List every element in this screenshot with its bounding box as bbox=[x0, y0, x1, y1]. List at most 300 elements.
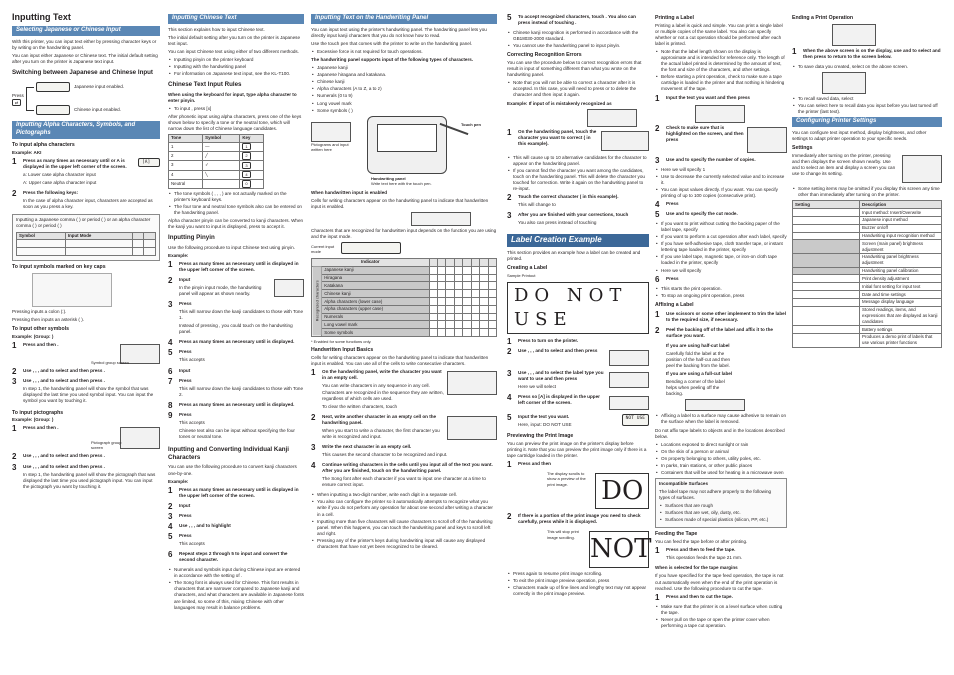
table-header: Symbol bbox=[17, 232, 66, 240]
table-row bbox=[793, 232, 942, 240]
step-text: Repeat steps 2 through 5 to input and convert the second character. bbox=[179, 551, 288, 563]
list-item: • Alpha characters (A to Z, a to z) bbox=[311, 86, 497, 92]
list-item: • You can input values directly. If you want. You can specify printing of up to 100 copies (consecutive print). bbox=[655, 187, 787, 199]
key-icon: 4 bbox=[242, 171, 250, 178]
table-row bbox=[312, 313, 497, 321]
screen-a: [A] bbox=[138, 158, 160, 167]
step-2: 2 Next, write another character in an empty cell on the handwriting panel. When you start to write a character, the first character you write is recognized and input. bbox=[311, 414, 497, 442]
preview-notes bbox=[507, 571, 649, 597]
step-8: 8 Press as many times as necessary until is displayed. bbox=[168, 402, 304, 410]
step-text: Press bbox=[179, 349, 192, 355]
subheading-alpha: To input alpha characters bbox=[12, 142, 75, 149]
table-row bbox=[793, 333, 942, 347]
step-text: Press as many times as necessary until or A is displayed in the upper left corner of the screen. bbox=[23, 157, 127, 170]
print-screen bbox=[695, 105, 745, 123]
handwriting-notes bbox=[311, 492, 497, 550]
table-row bbox=[793, 253, 942, 267]
table-cell: Date and time settings bbox=[860, 291, 942, 299]
step-note: When you start to write a character, the first character you write is recognized and input. bbox=[322, 427, 440, 439]
table-cell: Some symbols bbox=[322, 329, 429, 337]
list-item: • Inputting more than five characters will cause characters to scroll off of the handwriting panel. When this happens, you can touch the handwriting panel and keys to scroll left and right. bbox=[311, 519, 497, 537]
handwriting-panel bbox=[377, 124, 437, 152]
table-cell: 1 bbox=[169, 142, 203, 151]
step-text: Press and then to cut the tape. bbox=[666, 593, 733, 599]
paragraph: The initial default setting after you turn on the printer is Japanese text input. bbox=[168, 34, 301, 47]
table-cell: 4 bbox=[169, 170, 203, 179]
paragraph: The handwriting panel supports input of the following types of characters. bbox=[311, 57, 474, 63]
example-aki: Example: AKI bbox=[12, 149, 42, 155]
table-cell: Print density adjustment bbox=[860, 275, 942, 283]
list-item: • To save data you created, select on the above screen. bbox=[792, 64, 942, 70]
step-1: 1 Press and then . Pictograph group screen bbox=[12, 425, 160, 451]
column-3 bbox=[311, 12, 497, 552]
table-row bbox=[793, 240, 942, 254]
step-note: Instead of pressing , you could touch on the handwriting panel. bbox=[179, 323, 293, 335]
list-item: • This starts the print operation. bbox=[655, 286, 787, 292]
note-box-comma bbox=[12, 214, 160, 261]
table-cell: Handwriting input recognition method bbox=[860, 232, 942, 240]
ill-caption: Pictograph group screen bbox=[91, 439, 122, 451]
step-4: 4 Press as many times as necessary until is displayed. bbox=[168, 339, 304, 347]
confirm-screen bbox=[747, 127, 787, 153]
step-3: 3 Use , , , and to select and then press . In step 1, the handwriting panel will show the pictograph that was displayed the last time you used pictograph input. You can input the pictograph you want by touching it. bbox=[12, 464, 160, 492]
example-label: Example: bbox=[168, 252, 189, 258]
list-item: • Note that you will not be able to correct a character after it is accepted. In this case, you will need to press or to delete the character and then input it again. bbox=[507, 80, 649, 98]
end-notes bbox=[792, 64, 942, 70]
step-text: Press bbox=[179, 301, 192, 307]
step-2: 2 Input bbox=[168, 503, 304, 511]
preview-caption: The display scrolls to show a preview of the print image. bbox=[547, 471, 586, 487]
list-item: • Here we will specify bbox=[655, 268, 787, 274]
table-cell: Stored readings, items, and expressions that are displayed as kanji candidates bbox=[860, 306, 942, 325]
list-item: • You also can configure the printer so it automatically attempts to recognize what you write if you do not perform any operation for about one second after writing a character in a cell. bbox=[311, 499, 497, 517]
list-item: • You can select here to recall data you input before you last turned off the printer (last text). bbox=[792, 103, 942, 115]
paragraph: You can configure text input method, display brightness, and other settings to adapt printer operation to your specific needs. bbox=[792, 130, 927, 142]
mode-illustration bbox=[311, 242, 497, 256]
list-item: • Characters made up of fine lines and lengthy text may not appear correctly in the print image preview. bbox=[507, 585, 649, 597]
paragraph: When handwritten input is enabled bbox=[311, 189, 388, 195]
step-note: Here we will select bbox=[518, 383, 557, 389]
step-4: 4 Use , , , and to highlight bbox=[168, 523, 304, 531]
example-list bbox=[168, 106, 304, 112]
subheading-rules: Chinese Text Input Rules bbox=[168, 81, 242, 89]
step-text: Press as many times as necessary until is displayed in the upper left corner of the screen. bbox=[179, 486, 299, 498]
table-row bbox=[793, 275, 942, 283]
mark-note: Pressing inputs a colon (:). bbox=[12, 309, 67, 315]
step-2: 2 Use , , , and to select and then press . bbox=[12, 453, 160, 461]
label-type-screen bbox=[609, 372, 649, 388]
section-banner-settings: Configuring Printer Settings bbox=[792, 117, 942, 127]
table-cell: Initial font setting for input text bbox=[860, 283, 942, 291]
subheading-other: To input other symbols bbox=[12, 326, 69, 333]
step-4: 4 Press bbox=[655, 201, 787, 209]
table-cell: — bbox=[203, 142, 240, 151]
key-icon: 0 bbox=[242, 180, 250, 187]
cn-label: Chinese input enabled. bbox=[74, 107, 121, 113]
step-text: Press bbox=[179, 532, 192, 538]
list-item: • Locations exposed to direct sunlight or rain bbox=[655, 442, 787, 448]
step-1: 1 Input the text you want and then press bbox=[655, 95, 787, 103]
step-text: Press bbox=[179, 377, 192, 383]
paragraph: Use the following procedure to input Chinese text using pinyin. bbox=[168, 244, 295, 250]
list-item: • If you have self-adhesive tape, cloth transfer tape, or instant lettering tape loaded in the printer, specify bbox=[655, 241, 787, 253]
step-text: Press and then . bbox=[23, 342, 59, 348]
table-row bbox=[793, 224, 942, 232]
step-3: 3 Press bbox=[168, 513, 304, 521]
ill-caption: Handwriting panel bbox=[371, 175, 406, 181]
pictograph-screen bbox=[91, 427, 160, 451]
table-header: Key bbox=[240, 134, 264, 142]
paragraph: You can input text using the printer's handwriting panel. The handwriting panel lets you directly input kanji characters that you do not know how to read. bbox=[311, 26, 487, 38]
table-cell: Numerals bbox=[322, 313, 429, 321]
subheading-affix: Affixing a Label bbox=[655, 301, 694, 308]
step-1: 1 Use scissors or some other implement to trim the label to the required size, if necessary. bbox=[655, 309, 786, 322]
paragraph: Cells for writing characters appear on the handwriting panel to indicate that handwritten input is enabled. bbox=[311, 197, 489, 209]
jp-label: Japanese input enabled. bbox=[74, 84, 125, 90]
table-row bbox=[793, 216, 942, 224]
printer-screen bbox=[311, 122, 351, 142]
paragraph: Printing a label is quick and simple. You can print a single label or multiple copies of the same label. You also can specify whether or not a cut operation should be performed after each label is printed. bbox=[655, 22, 783, 47]
list-item: • Press again to resume print image scrolling. bbox=[507, 571, 649, 577]
example-label: Example: bbox=[168, 478, 189, 484]
step-note: This will change to bbox=[518, 202, 556, 208]
list-item: • Surfaces made of special plastics (silicon, PP, etc.) bbox=[659, 517, 783, 523]
section-banner-input-select: Selecting Japanese or Chinese Input bbox=[12, 26, 160, 36]
step-text: After you are finished with your corrections, touch bbox=[518, 212, 629, 218]
table-side: Recognized characters bbox=[312, 266, 322, 336]
subheading-correct: Correcting Recognition Errors bbox=[507, 52, 582, 59]
step-text: Use and to specify the number of copies. bbox=[666, 156, 756, 162]
list-item: • Excessive force is not required for touch operations. bbox=[311, 49, 497, 55]
preview-row bbox=[507, 471, 649, 511]
kanji-notes bbox=[168, 567, 304, 610]
paragraph: Alpha character pinyin can be converted to kanji characters. When the kanji you want to input is displayed, press to accept it. bbox=[168, 218, 304, 230]
paragraph: If you have specified for the tape feed operation, the tape is not cut automatically even when the end of the print operation is reached. Use the following procedure to cut the tape. bbox=[655, 573, 784, 591]
step-text: On the handwriting panel, write the character you want in an empty cell. bbox=[322, 369, 442, 381]
step-2: 2 Touch the correct character ( in this example). This will change to bbox=[507, 194, 649, 210]
table-cell: Japanese input method bbox=[860, 216, 942, 224]
table-cell: Long vowel mark bbox=[322, 321, 429, 329]
key-icon: 2 bbox=[242, 152, 250, 159]
list-item: • Japanese kanji bbox=[311, 65, 497, 71]
list-item: • For information on Japanese text input, see the KL-T100. bbox=[168, 71, 304, 77]
paragraph: You can preview the print image on the printer's display before printing it. Note that you can preview the print image only if there is a tape cartridge loaded in the printer. bbox=[507, 440, 647, 458]
keycap-illustration bbox=[32, 273, 112, 307]
start-notes bbox=[655, 286, 787, 299]
paragraph: With this printer, you can input text either by pressing character keys or by writing on the handwriting panel. bbox=[12, 38, 157, 50]
paragraph: You can feed the tape before or after printing. bbox=[655, 539, 748, 545]
step-text: Press bbox=[666, 200, 679, 206]
example-group: Example: (Group: ) bbox=[12, 334, 54, 340]
list-item: • If you want to print without cutting the backing paper of the label tape, specify bbox=[655, 221, 787, 233]
ill-caption: Touch pen bbox=[461, 121, 481, 127]
cut-safety-notes bbox=[655, 604, 787, 629]
step-3: 3 Write the next character in an empty cell. This causes the second character to be recognized and input. bbox=[311, 444, 497, 460]
step-text: Press so [A] is displayed in the upper left corner of the screen. bbox=[518, 393, 600, 405]
lang-key: ⇄ bbox=[12, 99, 21, 106]
section-banner-label: Label Creation Example bbox=[507, 234, 649, 247]
step-5: 5 Press This accepts bbox=[168, 349, 304, 365]
subheading-feed: Feeding the Tape bbox=[655, 531, 698, 538]
table-cell: Input method: Insert/Overwrite bbox=[860, 209, 942, 217]
step-text: Press as many times as necessary until is displayed. bbox=[179, 401, 295, 407]
example-label: Example: If input of is mistakenly recognized as bbox=[507, 100, 612, 106]
column-1 bbox=[12, 12, 160, 494]
subheading-basics: Handwritten Input Basics bbox=[311, 347, 374, 354]
table-cell: Japanese kanji bbox=[322, 266, 429, 274]
step-3: 3 Use , , , and to select and then press . In step 1, the handwriting panel will show the symbol that was displayed the last time you used symbol input. You can input the symbol you want by touching it. bbox=[12, 378, 160, 406]
step-text: Press the following keys: bbox=[23, 190, 79, 196]
tone-notes bbox=[168, 191, 304, 216]
step-note: You also can press instead of touching bbox=[518, 220, 597, 226]
ill-caption: Write text here with the touch pen. bbox=[371, 180, 432, 186]
table-footnote: * Enabled for some functions only. bbox=[311, 339, 372, 345]
step-text: Press and then . bbox=[23, 425, 59, 431]
step-1: 1 Press and then . Symbol group screen bbox=[12, 342, 160, 366]
box-title: Incompatible Surfaces bbox=[659, 480, 709, 486]
step-text: Use , , , and to select the label type you want to use and then press bbox=[518, 369, 604, 381]
step-text: Press and then to feed the tape. bbox=[666, 547, 736, 553]
table-row bbox=[793, 326, 942, 334]
table-header: Tone bbox=[169, 134, 203, 142]
step-text: On the handwriting panel, touch the character you want to correct ( in this example). bbox=[518, 128, 597, 146]
settings-notes bbox=[792, 186, 942, 198]
step-text: Press to turn on the printer. bbox=[518, 337, 579, 343]
home-screen bbox=[822, 72, 866, 94]
list-item: • Affixing a label to a surface may cause adhesive to remain on the surface when the label is removed. bbox=[655, 413, 787, 425]
step-text: Use and to specify the cut mode. bbox=[666, 211, 738, 217]
paragraph: This section provides an example how a label can be created and printed. bbox=[507, 249, 641, 261]
table-header: Indicator bbox=[312, 258, 430, 266]
step-text: When the above screen is on the display, use and to select and then press to return to the screen below. bbox=[803, 47, 941, 59]
list-item: • Before starting a print operation, check to make sure a tape cartridge is loaded in the printer and that nothing is hindering movement of the tape. bbox=[655, 74, 787, 92]
step-text: Use , , , and to select and then press bbox=[518, 347, 598, 353]
list-item: • The tone symbols ( , , , ) are not actually marked on the printer's keyboard keys. bbox=[168, 191, 304, 203]
table-cell: Alpha characters (upper case) bbox=[322, 305, 429, 313]
list-item: • Long vowel mark bbox=[311, 101, 497, 107]
recognition-table bbox=[311, 258, 497, 337]
step-5: 5 Press This accepts bbox=[168, 533, 304, 549]
panel-cells-illustration bbox=[411, 212, 471, 226]
table-row bbox=[312, 329, 497, 337]
table-cell bbox=[203, 179, 240, 188]
method-list bbox=[168, 57, 304, 77]
list-item: • Chinese kanji bbox=[311, 79, 497, 85]
step-1: 1 On the handwriting panel, write the character you want in an empty cell. You can write characters in any sequence in any cell. Characters are recognized in the sequence they are written, regardless of which cells are used. To clear the written characters, touch bbox=[311, 369, 497, 411]
step-text: Press bbox=[666, 275, 679, 281]
list-item: • If you want to perform a cut operation after each label, specify bbox=[655, 234, 787, 240]
step-notes bbox=[507, 155, 649, 192]
candidate-screen bbox=[601, 131, 649, 151]
table-row bbox=[312, 266, 497, 274]
paragraph: You can use the procedure below to correct recognition errors that result in input of something different than what you wrote on the handwriting panel. bbox=[507, 60, 642, 78]
column-2 bbox=[168, 12, 304, 613]
table-cell: Battery settings bbox=[860, 326, 942, 334]
page-title: Inputting Text bbox=[12, 12, 71, 22]
step-text: Peel the backing off of the label and affix it to the surface you want. bbox=[666, 326, 773, 338]
step-note: Chinese text also can be input without specifying the four tones or neutral tone. bbox=[179, 427, 295, 440]
table-header: Description bbox=[860, 201, 942, 209]
pinyin-panel bbox=[274, 279, 304, 297]
step-1: 1 Press as many times as necessary until is displayed in the upper left corner of the screen. bbox=[168, 261, 304, 275]
step-1: 1 Press as many times as necessary until is displayed in the upper left corner of the screen. bbox=[168, 487, 304, 501]
step-note: In the pinyin input mode, the handwriting panel will appear as shown nearby. bbox=[179, 284, 262, 296]
table-row bbox=[169, 142, 264, 151]
sample-caption: Sample Printout bbox=[507, 272, 536, 278]
preview-caption: This will stop print image scrolling. bbox=[547, 529, 579, 540]
step-2: 2 Use , , , and to select and then press bbox=[507, 348, 649, 368]
step-6: 6 Input bbox=[168, 368, 304, 376]
paragraph: Characters that are recognized for handwritten input depends on the function you are using and the input mode. bbox=[311, 227, 497, 239]
table-cell: 2 bbox=[169, 151, 203, 160]
table-row bbox=[793, 291, 942, 299]
table-cell: Produces a demo print of labels that use various printer functions bbox=[860, 333, 942, 347]
ill-caption: Pictograms and input written here bbox=[311, 141, 349, 152]
list-item: • Make sure that the printer is on a level surface when cutting the tape. bbox=[655, 604, 787, 616]
print-notes bbox=[655, 49, 787, 92]
step-text: Use , , , and to highlight bbox=[179, 522, 231, 528]
list-item: • Note that the label length shown on the display is approximate and is intended for reference only. The length of the actual label printed is determined by the amount of text, the font and size of the characters, and other settings. bbox=[655, 49, 787, 73]
paragraph: After phonetic input using alpha characters, press one of the keys shown below to specify a tone or the neutral tone, which will narrow down the list of Chinese language candidates. bbox=[168, 113, 302, 131]
list-item: • Never pull on the tape or open the printer cover when performing a tape cut operation. bbox=[655, 617, 787, 629]
force-note bbox=[311, 49, 497, 55]
step-4: 4 Continue writing characters in the cells until you input all of the text you want. After you are finished, touch on the handwriting panel. The Song font after each character if you want to input one character at a time to ensure correct input. bbox=[311, 462, 497, 490]
table-cell: Hiragana bbox=[322, 274, 429, 282]
preview-not: NOT bbox=[589, 531, 649, 567]
table-cell: Katakana bbox=[322, 282, 429, 290]
step-text: Use scissors or some other implement to trim the label to the required size, if necessary. bbox=[666, 310, 786, 322]
list-item: • The four tone and neutral tone symbols also can be entered on the handwriting panel. bbox=[168, 204, 304, 216]
step-text: Input the text you want. bbox=[518, 413, 570, 419]
table-row bbox=[312, 321, 497, 329]
column-4a bbox=[507, 12, 652, 599]
step-text: Input bbox=[179, 502, 191, 508]
paragraph: Cells for writing characters appear on the handwriting panel to indicate that handwritten input is enabled. You can use all of the cells to write consecutive characters. bbox=[311, 355, 489, 367]
step-text: Press as many times as necessary until is displayed in the upper left corner of the screen. bbox=[179, 260, 299, 272]
subheading-kanji: Inputting and Converting Individual Kanji Characters bbox=[168, 446, 289, 462]
list-item: • Numerals (0 to 9) bbox=[311, 93, 497, 99]
cells-screen bbox=[447, 416, 497, 440]
peel-illustration bbox=[685, 399, 745, 411]
list-item: • To input , press [x] bbox=[168, 106, 304, 112]
list-item: • Containers that will be used for heating in a microwave oven bbox=[655, 470, 787, 476]
subheading-print: Printing a Label bbox=[655, 15, 694, 21]
settings-screen bbox=[902, 155, 942, 183]
step-1: 1 Press as many times as necessary until or A is displayed in the upper left corner of the screen. a: Lower case alpha character input A: Upper case alpha character input [A] bbox=[12, 158, 160, 188]
step-9: 9 Press This accepts Chinese text also can be input without specifying the four tones or neutral tone. bbox=[168, 412, 304, 442]
section-banner-chinese: Inputting Chinese Text bbox=[168, 14, 304, 24]
mark-note: Pressing then inputs an asterisk ( ). bbox=[12, 317, 85, 323]
step-note: a: Lower case alpha character input bbox=[23, 172, 96, 178]
step-note: This accepts bbox=[179, 419, 205, 425]
symbol-screen bbox=[91, 344, 160, 365]
preview-row bbox=[507, 529, 652, 569]
step-6: 6 Repeat steps 2 through 5 to input and convert the second character. bbox=[168, 551, 304, 565]
step-note: The Song font after each character if you want to input one character at a time to ensure correct input. bbox=[322, 476, 486, 488]
table-row bbox=[793, 209, 942, 217]
step-text: Write the next character in an empty cell. bbox=[322, 443, 412, 449]
list-item: • When inputting a two-digit number, write each digit in a separate cell. bbox=[311, 492, 497, 498]
table-cell: ╲ bbox=[203, 170, 240, 179]
sample-printout: DO NOT USE bbox=[507, 282, 649, 334]
list-item: • Some setting items may be omitted if you display this screen any time other than immediately after turning on the printer. bbox=[792, 186, 942, 198]
paragraph: If you are using half-cut label bbox=[666, 342, 730, 348]
screen-jp bbox=[36, 82, 70, 92]
subheading-pinyin: Inputting Pinyin bbox=[168, 234, 215, 242]
paragraph: Carefully fold the label at the position of the half-cut and then peel the backing from the label. bbox=[666, 350, 731, 369]
key-icon: 3 bbox=[242, 162, 250, 169]
paragraph: Immediately after turning on the printer, pressing and then displays the screen shown nearby. Use and to select an item and display a screen you can use to change its setting. bbox=[792, 153, 896, 177]
step-text: Press and then bbox=[518, 460, 551, 466]
step-note: This causes the second character to be recognized and input. bbox=[322, 452, 448, 458]
table-cell: Chinese kanji bbox=[322, 290, 429, 298]
step-1: 1 Press and then to feed the tape. This operation feeds the tape 21 mm. bbox=[655, 547, 787, 563]
list-item: • Surfaces that are wet, oily, dusty, etc. bbox=[659, 510, 783, 516]
ill-caption: Current input mode bbox=[311, 243, 335, 255]
paragraph: When using the keyboard for input, type alpha character to enter pinyin. bbox=[168, 91, 297, 103]
list-item: • On the skin of a person or animal bbox=[655, 449, 787, 455]
subheading-end: Ending a Print Operation bbox=[792, 15, 854, 21]
step-text: Press bbox=[179, 411, 192, 417]
comma-table bbox=[16, 232, 156, 257]
table-cell: Alpha characters (lower case) bbox=[322, 298, 429, 306]
table-row bbox=[793, 283, 942, 291]
table-row bbox=[793, 298, 942, 306]
subheading-marks: To input symbols marked on key caps bbox=[12, 264, 106, 271]
list-item: • To stop an ongoing print operation, press bbox=[655, 293, 787, 299]
table-cell: Buzzer on/off bbox=[860, 224, 942, 232]
paragraph: If you are using a full-cut label bbox=[666, 371, 733, 377]
key-icon: 1 bbox=[242, 143, 250, 150]
list-item: • Inputting pinyin on the printer keyboard bbox=[168, 57, 304, 63]
example-picto: Example: (Group: ) bbox=[12, 417, 54, 423]
list-item: • You cannot use the handwriting panel to input pinyin. bbox=[507, 43, 649, 49]
step-text: Use , , , and to select and then press . bbox=[23, 378, 105, 384]
list-item: • Here we will specify 1 bbox=[655, 167, 787, 173]
menu-screen bbox=[609, 350, 649, 366]
step-note: This accepts bbox=[179, 541, 205, 547]
table-row bbox=[312, 282, 497, 290]
step-note: In the case of alpha character input, characters are accepted as soon as you press a key. bbox=[23, 198, 153, 210]
settings-table bbox=[792, 200, 942, 347]
table-row bbox=[169, 170, 264, 179]
list-item: • Chinese kanji recognition is performed in accordance with the GB18030-2000 standard. bbox=[507, 30, 649, 42]
list-item: • Some symbols ( ) bbox=[311, 108, 497, 114]
paragraph: When is selected for the tape margins bbox=[655, 565, 738, 571]
list-item: • Use to decrease the currently selected value and to increase it. bbox=[655, 174, 787, 186]
subheading-preview: Previewing the Print Image bbox=[507, 432, 574, 439]
list-item: • This will cause up to 10 alternative candidates for the character to appear on the handwriting panel. bbox=[507, 155, 649, 167]
step-6: 6 Press bbox=[655, 276, 787, 284]
paragraph: This section explains how to input Chinese text. bbox=[168, 26, 265, 32]
table-cell: Message display language bbox=[860, 298, 942, 306]
cells-screen bbox=[447, 371, 497, 395]
table-cell: Screen (main panel) brightness adjustment bbox=[860, 240, 942, 254]
step-2: 2 If there is a portion of the print image you need to check carefully, press while it is displayed. bbox=[507, 513, 649, 527]
subheading-settings: Settings bbox=[792, 145, 813, 152]
step-text: Continue writing characters in the cells until you input all of the text you want. After you are finished, touch on the handwriting panel. bbox=[322, 462, 493, 474]
table-row bbox=[312, 290, 497, 298]
paragraph: Use the touch pen that comes with the printer to write on the handwriting panel. bbox=[311, 41, 473, 47]
correct-notes bbox=[507, 80, 649, 98]
step-2: 2 Peel the backing off of the label and affix it to the surface you want. bbox=[655, 327, 787, 341]
step-7: 7 Press This will narrow down the kanji candidates to those with Tone 2. bbox=[168, 376, 304, 397]
box-text: The label tape may not adhere properly to the following types of surfaces. bbox=[659, 489, 772, 501]
step-1: 1 When the above screen is on the display, use and to select and then press to return to the screen below. bbox=[792, 46, 941, 59]
list-item: • The Song font is always used for Chinese. This font results in characters that are narrower compared to Japanese kanji and characters, and what characters are available in Japanese fonts are limited, so some of this, mixing Chinese with other languages may result in balance problems. bbox=[168, 580, 304, 610]
section-banner-handwriting: Inputting Text on the Handwriting Panel bbox=[311, 14, 497, 24]
step-3: 3 After you are finished with your corrections, touch You also can press instead of touching bbox=[507, 212, 649, 228]
